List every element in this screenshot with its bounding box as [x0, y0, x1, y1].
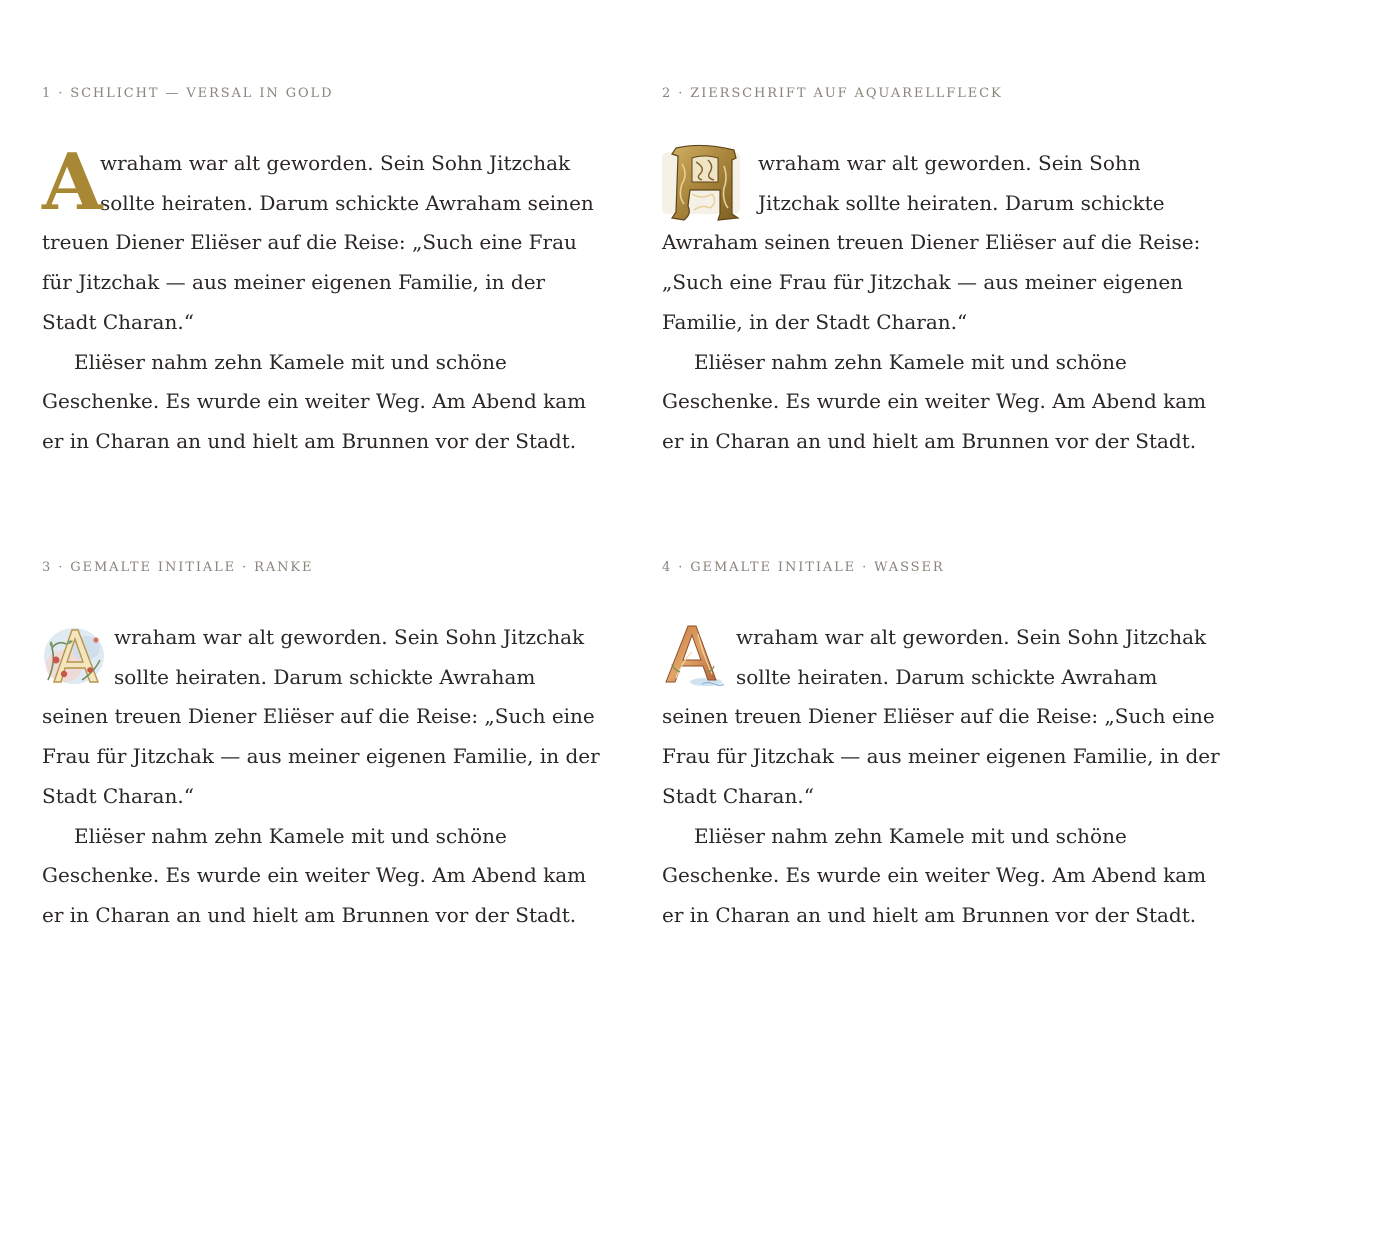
variant-panel-plain	[42, 84, 602, 462]
paragraph-1-rest: wraham war alt geworden. Sein Sohn Jitzchak sollte heiraten. Darum schickte Awraham seinen treuen Diener Eliëser auf die Reise: „Such eine Frau für Jitzchak — aus meiner eigenen Familie, in der Stadt Charan.“	[662, 625, 1220, 808]
painted-water-initial-a-icon	[662, 622, 726, 688]
paragraph-1-rest: wraham war alt geworden. Sein Sohn Jitzchak sollte heiraten. Darum schickte Awraham seinen treuen Diener Eliëser auf die Reise: „Such eine Frau für Jitzchak — aus meiner eigenen Familie, in der Stadt Charan.“	[42, 151, 594, 334]
paragraph-1-rest: wraham war alt geworden. Sein Sohn Jitzchak sollte heiraten. Darum schickte Awraham seinen treuen Diener Eliëser auf die Reise: „Such eine Frau für Jitzchak — aus meiner eigenen Familie, in der Stadt Charan.“	[42, 625, 600, 808]
paragraph-2: Eliëser nahm zehn Kamele mit und schöne Geschenke. Es wurde ein weiter Weg. Am Abend kam er in Charan an und hielt am Brunnen vor der Stadt.	[42, 349, 587, 453]
story-text	[662, 618, 1222, 936]
paragraph-2: Eliëser nahm zehn Kamele mit und schöne Geschenke. Es wurde ein weiter Weg. Am Abend kam er in Charan an und hielt am Brunnen vor der Stadt.	[662, 823, 1207, 927]
drop-cap-gold: A	[42, 137, 103, 228]
variant-label: 1 · SCHLICHT — VERSAL IN GOLD	[42, 86, 334, 101]
story-text	[42, 137, 602, 462]
paragraph-1	[42, 618, 602, 817]
story-text	[662, 144, 1222, 462]
story-text	[42, 618, 602, 936]
paragraph-2: Eliëser nahm zehn Kamele mit und schöne Geschenke. Es wurde ein weiter Weg. Am Abend kam er in Charan an und hielt am Brunnen vor der Stadt.	[662, 349, 1207, 453]
variant-panel-vine	[42, 558, 602, 936]
variant-panel-ornamental	[662, 84, 1222, 462]
paragraph-1-rest: wraham war alt geworden. Sein Sohn Jitzchak sollte heiraten. Darum schickte Awraham seinen treuen Diener Eliëser auf die Reise: „Such eine Frau für Jitzchak — aus meiner eigenen Familie, in der Stadt Charan.“	[662, 151, 1201, 334]
paragraph-1	[662, 618, 1222, 817]
ornamental-initial-a-icon	[662, 144, 740, 222]
variant-label: 2 · ZIERSCHRIFT AUF AQUARELLFLECK	[662, 86, 1003, 101]
paragraph-1	[42, 137, 602, 343]
variant-label: 4 · GEMALTE INITIALE · WASSER	[662, 560, 945, 575]
paragraph-1	[662, 144, 1222, 343]
painted-vine-initial-a-icon	[42, 622, 106, 688]
variant-panel-water	[662, 558, 1222, 936]
variant-label: 3 · GEMALTE INITIALE · RANKE	[42, 560, 314, 575]
paragraph-2: Eliëser nahm zehn Kamele mit und schöne Geschenke. Es wurde ein weiter Weg. Am Abend kam er in Charan an und hielt am Brunnen vor der Stadt.	[42, 823, 587, 927]
